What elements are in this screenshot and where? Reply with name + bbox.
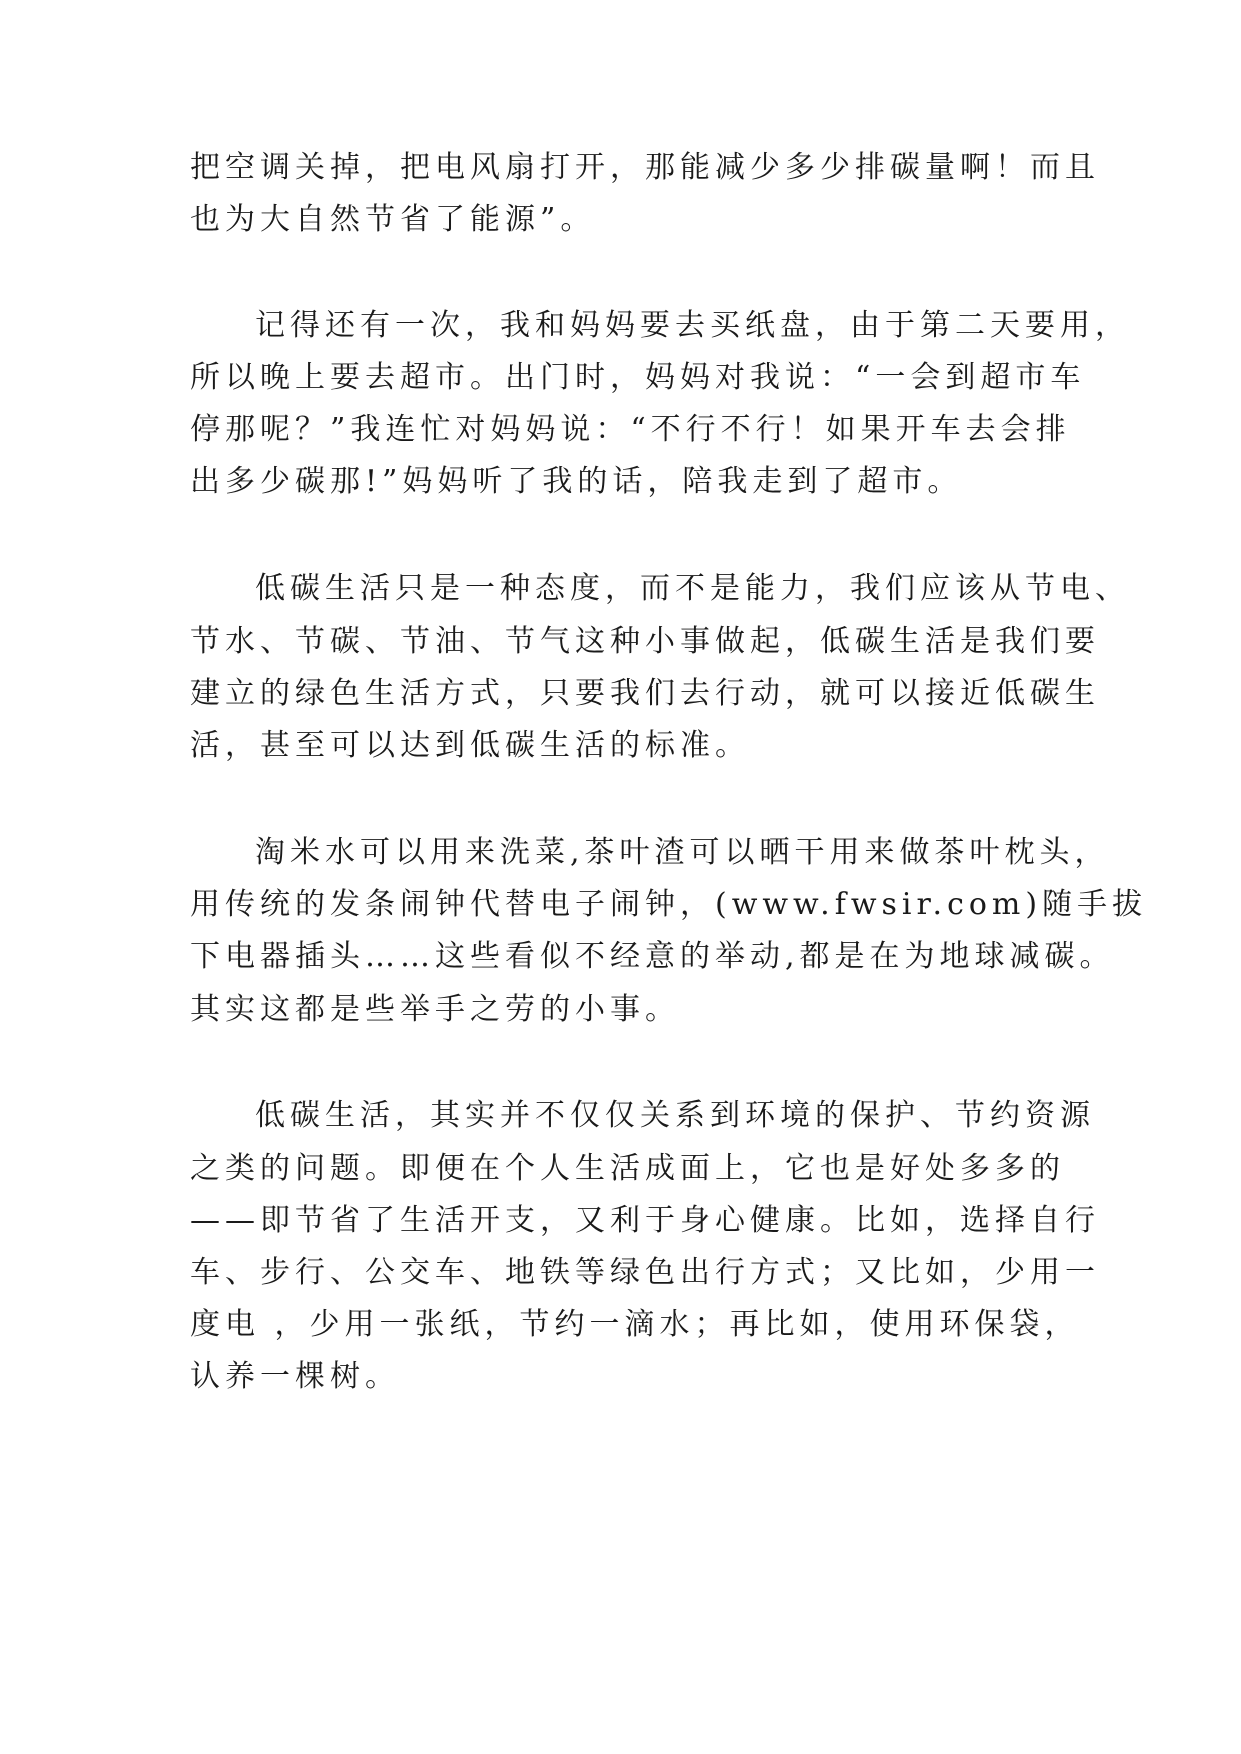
paragraph-5-line-6: 认养一棵树。 xyxy=(190,1359,400,1394)
paragraph-4-line-3: 下电器插头……这些看似不经意的举动,都是在为地球减碳。 xyxy=(190,939,1115,974)
paragraph-2-line-1: 记得还有一次，我和妈妈要去买纸盘，由于第二天要用， xyxy=(255,308,1130,343)
paragraph-3-line-1: 低碳生活只是一种态度，而不是能力，我们应该从节电、 xyxy=(255,571,1130,606)
paragraph-5-line-5: 度电 ，少用一张纸，节约一滴水；再比如，使用环保袋， xyxy=(190,1307,1080,1342)
paragraph-5-line-3: ——即节省了生活开支，又利于身心健康。比如，选择自行 xyxy=(190,1203,1100,1238)
paragraph-2-line-3: 停那呢？”我连忙对妈妈说：“不行不行！如果开车去会排 xyxy=(190,412,1071,447)
paragraph-1-line-1: 把空调关掉，把电风扇打开，那能减少多少排碳量啊！而且 xyxy=(190,150,1100,185)
paragraph-5-line-2: 之类的问题。即便在个人生活成面上，它也是好处多多的 xyxy=(190,1151,1065,1186)
paragraph-1-line-2: 也为大自然节省了能源”。 xyxy=(190,202,596,237)
paragraph-5-line-1: 低碳生活，其实并不仅仅关系到环境的保护、节约资源 xyxy=(255,1098,1095,1133)
paragraph-3-line-3: 建立的绿色生活方式，只要我们去行动，就可以接近低碳生 xyxy=(190,676,1100,711)
paragraph-2-line-2: 所以晚上要去超市。出门时，妈妈对我说：“一会到超市车 xyxy=(190,360,1086,395)
paragraph-2-line-4: 出多少碳那!”妈妈听了我的话，陪我走到了超市。 xyxy=(190,464,963,499)
paragraph-4-line-2: 用传统的发条闹钟代替电子闹钟，(www.fwsir.com)随手拔 xyxy=(190,887,1148,922)
paragraph-3-line-4: 活，甚至可以达到低碳生活的标准。 xyxy=(190,728,750,763)
paragraph-4-line-1: 淘米水可以用来洗菜,茶叶渣可以晒干用来做茶叶枕头， xyxy=(255,835,1110,870)
paragraph-4-line-4: 其实这都是些举手之劳的小事。 xyxy=(190,992,680,1027)
paragraph-3-line-2: 节水、节碳、节油、节气这种小事做起，低碳生活是我们要 xyxy=(190,624,1100,659)
paragraph-5-line-4: 车、步行、公交车、地铁等绿色出行方式；又比如，少用一 xyxy=(190,1255,1100,1290)
